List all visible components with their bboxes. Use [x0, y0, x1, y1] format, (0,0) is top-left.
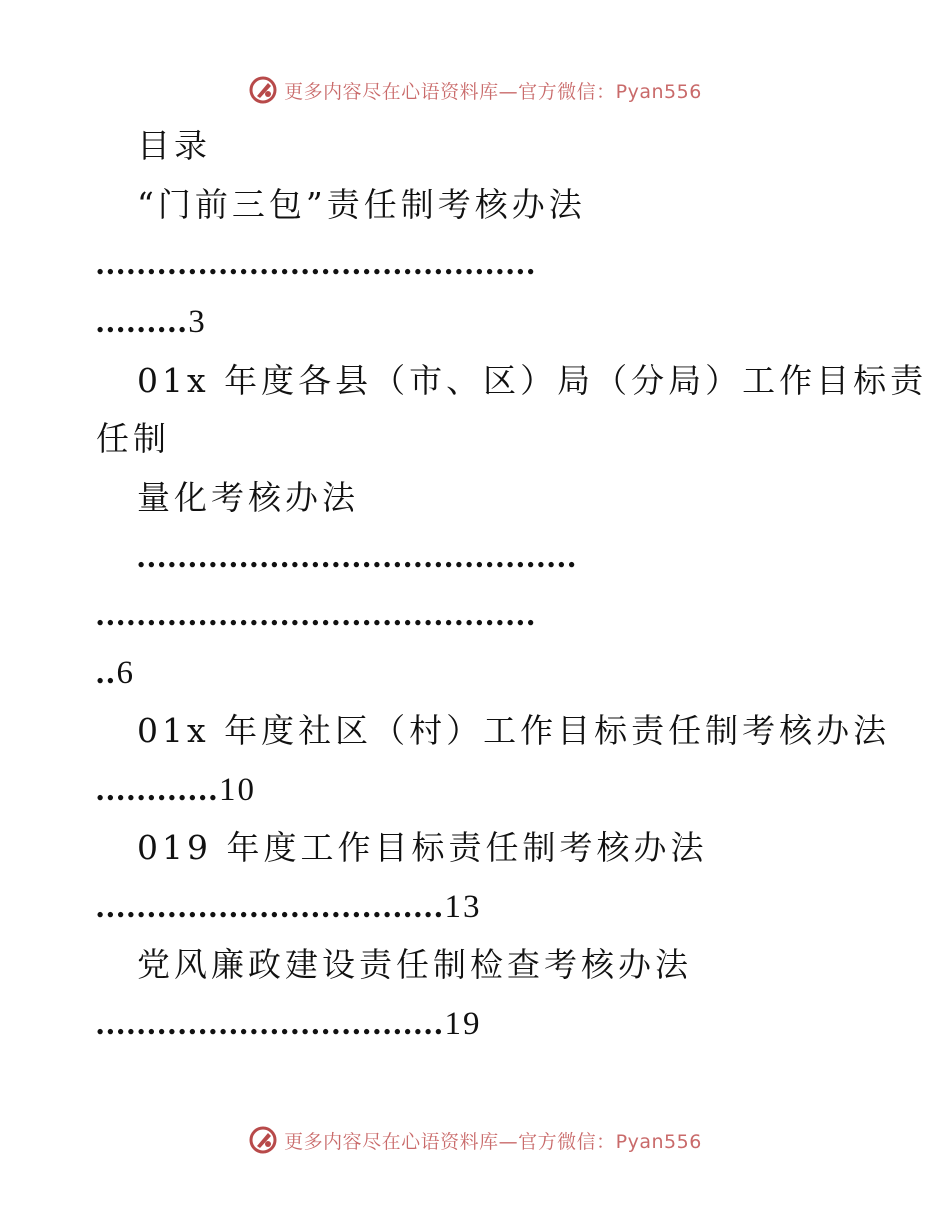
toc-entry-4-page[interactable]: 13 — [444, 889, 482, 925]
toc-entry-5-page-line — [96, 1004, 482, 1044]
toc-entry-1-page-line — [96, 302, 207, 342]
toc-entry-2-title-line-2[interactable]: 任制 — [96, 419, 170, 458]
toc-entry-4-last-dots: .................................. — [96, 889, 445, 925]
toc-entry-4-title[interactable]: 019 年度工作目标责任制考核办法 — [137, 828, 708, 867]
toc-entry-3-page-line — [96, 770, 256, 810]
toc-entry-1-last-dots: ......... — [96, 304, 189, 340]
toc-entry-3-page[interactable]: 10 — [219, 772, 256, 808]
toc-heading: 目录 — [137, 126, 211, 165]
toc-entry-2-last-dots: .. — [96, 655, 117, 691]
footer-banner-text: 更多内容尽在心语资料库—官方微信：Pyan556 — [284, 1130, 702, 1153]
header-banner-text: 更多内容尽在心语资料库—官方微信：Pyan556 — [284, 80, 702, 103]
toc-entry-5-page[interactable]: 19 — [444, 1006, 482, 1042]
toc-entry-2-page[interactable]: 6 — [116, 655, 135, 691]
pen-logo-icon — [248, 1125, 278, 1155]
toc-entry-1-title[interactable]: “门前三包”责任制考核办法 — [137, 185, 586, 224]
toc-entry-3-last-dots: ............ — [96, 772, 219, 808]
toc-entry-5-title[interactable]: 党风廉政建设责任制检查考核办法 — [137, 945, 692, 984]
toc-entry-1-page[interactable]: 3 — [188, 304, 207, 340]
toc-entry-2-page-line — [96, 653, 135, 693]
footer-banner — [0, 1120, 950, 1160]
toc-entry-4-page-line — [96, 887, 482, 927]
toc-entry-2-dots-2: ........................................... — [96, 597, 537, 633]
toc-entry-2-title-line-1[interactable]: 01x 年度各县（市、区）局（分局）工作目标责 — [137, 361, 928, 400]
toc-entry-1-dots: ........................................... — [96, 246, 537, 282]
toc-entry-3-title[interactable]: 01x 年度社区（村）工作目标责任制考核办法 — [137, 711, 891, 750]
toc-entry-5-last-dots: .................................. — [96, 1006, 445, 1042]
toc-entry-2-title-line-3[interactable]: 量化考核办法 — [137, 478, 359, 517]
toc-entry-2-dots-1: ........................................... — [137, 539, 578, 575]
